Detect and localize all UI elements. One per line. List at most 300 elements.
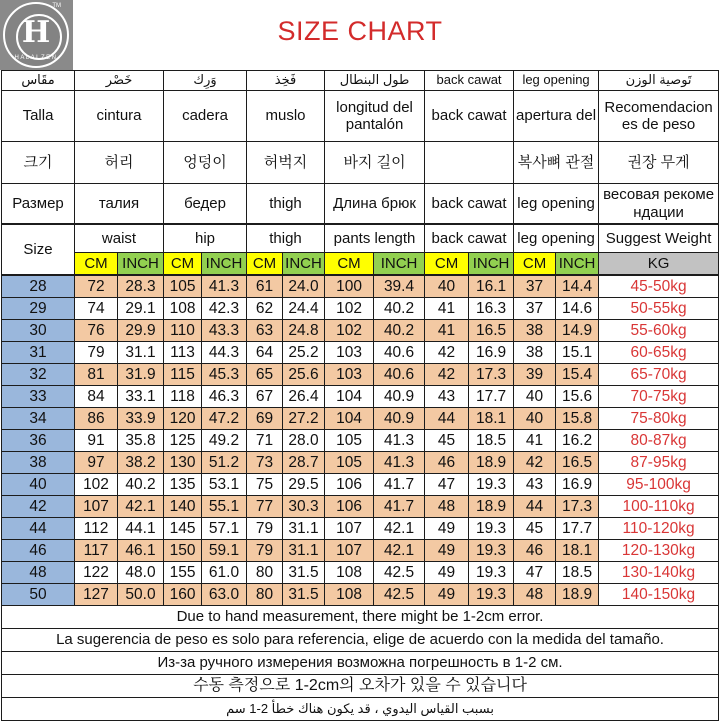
measurement-value: 30.3 [283, 496, 325, 518]
measurement-value: 113 [164, 342, 202, 364]
measurement-value: 48.0 [118, 562, 164, 584]
size-value: 28 [2, 275, 75, 298]
measurement-value: 46.1 [118, 540, 164, 562]
size-value: 29 [2, 298, 75, 320]
measurement-value: 79 [75, 342, 118, 364]
header-ar-thigh: فَخِذ [247, 71, 325, 91]
measurement-value: 107 [325, 518, 374, 540]
measurement-value: 44 [514, 496, 556, 518]
measurement-value: 41 [514, 430, 556, 452]
measurement-value: 19.3 [469, 540, 514, 562]
note-ar: بسبب القياس اليدوي ، قد يكون هناك خطأ 2-1 سم [2, 698, 719, 721]
measurement-value: 80 [247, 584, 283, 606]
measurement-value: 31.5 [283, 562, 325, 584]
suggest-weight-value: 50-55kg [599, 298, 719, 320]
measurement-value: 18.9 [556, 584, 599, 606]
measurement-value: 14.6 [556, 298, 599, 320]
measurement-value: 39 [514, 364, 556, 386]
measurement-value: 26.4 [283, 386, 325, 408]
measurement-value: 51.2 [202, 452, 247, 474]
measurement-value: 40.9 [374, 386, 425, 408]
measurement-value: 63.0 [202, 584, 247, 606]
header-en-thigh: thigh [247, 224, 325, 253]
measurement-value: 24.0 [283, 275, 325, 298]
measurement-value: 79 [247, 518, 283, 540]
measurement-value: 18.5 [556, 562, 599, 584]
measurement-value: 31.1 [118, 342, 164, 364]
table-row [2, 275, 719, 298]
measurement-value: 19.3 [469, 518, 514, 540]
measurement-value: 17.7 [469, 386, 514, 408]
measurement-value: 120 [164, 408, 202, 430]
header-ar-back-cawat: back cawat [425, 71, 514, 91]
logo-outer-ring [3, 2, 69, 68]
measurement-value: 150 [164, 540, 202, 562]
header-en-hip: hip [164, 224, 247, 253]
measurement-value: 16.5 [469, 320, 514, 342]
measurement-value: 49 [425, 584, 469, 606]
table-row [2, 540, 719, 562]
measurement-value: 24.4 [283, 298, 325, 320]
measurement-value: 41.7 [374, 474, 425, 496]
measurement-value: 43 [425, 386, 469, 408]
measurement-value: 38 [514, 342, 556, 364]
unit-cm-leg-opening: CM [514, 253, 556, 276]
suggest-weight-value: 110-120kg [599, 518, 719, 540]
size-value: 36 [2, 430, 75, 452]
measurement-value: 29.9 [118, 320, 164, 342]
header-es-weight: Recomendacion es de peso [599, 91, 719, 142]
header-ko-weight: 권장 무게 [599, 142, 719, 184]
measurement-value: 45 [425, 430, 469, 452]
measurement-value: 25.6 [283, 364, 325, 386]
header-en-back-cawat: back cawat [425, 224, 514, 253]
note-ru: Из-за ручного измерения возможна погрешность в 1-2 см. [2, 652, 719, 675]
measurement-value: 47 [425, 474, 469, 496]
measurement-value: 19.3 [469, 584, 514, 606]
measurement-value: 14.9 [556, 320, 599, 342]
suggest-weight-value: 75-80kg [599, 408, 719, 430]
measurement-value: 49 [425, 562, 469, 584]
measurement-value: 112 [75, 518, 118, 540]
measurement-value: 18.1 [469, 408, 514, 430]
measurement-value: 46 [514, 540, 556, 562]
header-ko-back-cawat [425, 142, 514, 184]
note-row [2, 629, 719, 652]
measurement-value: 117 [75, 540, 118, 562]
measurement-value: 37 [514, 298, 556, 320]
measurement-value: 41 [425, 320, 469, 342]
measurement-value: 40.6 [374, 364, 425, 386]
measurement-value: 110 [164, 320, 202, 342]
size-value: 33 [2, 386, 75, 408]
measurement-value: 40.6 [374, 342, 425, 364]
measurement-value: 55.1 [202, 496, 247, 518]
size-value: 48 [2, 562, 75, 584]
brand-logo [0, 0, 73, 70]
measurement-value: 28.7 [283, 452, 325, 474]
measurement-value: 17.3 [556, 496, 599, 518]
measurement-value: 145 [164, 518, 202, 540]
measurement-value: 15.4 [556, 364, 599, 386]
size-value: 42 [2, 496, 75, 518]
measurement-value: 27.2 [283, 408, 325, 430]
header-row-english [2, 224, 719, 253]
measurement-value: 35.8 [118, 430, 164, 452]
measurement-value: 104 [325, 386, 374, 408]
header-ru-weight: весовая рекоме ндации [599, 184, 719, 225]
measurement-value: 80 [247, 562, 283, 584]
measurement-value: 118 [164, 386, 202, 408]
header-ko-pants-length: 바지 길이 [325, 142, 425, 184]
measurement-value: 42.5 [374, 584, 425, 606]
size-value: 46 [2, 540, 75, 562]
header-ar-waist: خَصْر [75, 71, 164, 91]
measurement-value: 41.7 [374, 496, 425, 518]
header-ru-back-cawat: back cawat [425, 184, 514, 225]
measurement-value: 18.9 [469, 452, 514, 474]
measurement-value: 81 [75, 364, 118, 386]
measurement-value: 75 [247, 474, 283, 496]
header-es-hip: cadera [164, 91, 247, 142]
measurement-value: 31.1 [283, 518, 325, 540]
header-ko-size: 크기 [2, 142, 75, 184]
measurement-value: 43.3 [202, 320, 247, 342]
measurement-value: 47 [514, 562, 556, 584]
suggest-weight-value: 130-140kg [599, 562, 719, 584]
measurement-value: 16.2 [556, 430, 599, 452]
measurement-value: 107 [75, 496, 118, 518]
measurement-value: 16.9 [556, 474, 599, 496]
header-es-thigh: muslo [247, 91, 325, 142]
measurement-value: 37 [514, 275, 556, 298]
measurement-value: 102 [325, 320, 374, 342]
measurement-value: 15.8 [556, 408, 599, 430]
measurement-value: 73 [247, 452, 283, 474]
measurement-value: 108 [164, 298, 202, 320]
measurement-value: 18.1 [556, 540, 599, 562]
measurement-value: 127 [75, 584, 118, 606]
header-en-pants-length: pants length [325, 224, 425, 253]
measurement-value: 42.5 [374, 562, 425, 584]
unit-cm-thigh: CM [247, 253, 283, 276]
measurement-value: 44.1 [118, 518, 164, 540]
measurement-value: 105 [325, 452, 374, 474]
header-ar-weight: تَوصية الوزن [599, 71, 719, 91]
measurement-value: 31.1 [283, 540, 325, 562]
measurement-value: 46.3 [202, 386, 247, 408]
measurement-value: 19.3 [469, 562, 514, 584]
header-es-leg-opening: apertura del [514, 91, 599, 142]
table-row [2, 320, 719, 342]
measurement-value: 24.8 [283, 320, 325, 342]
measurement-value: 130 [164, 452, 202, 474]
size-rows [2, 275, 719, 606]
measurement-value: 16.1 [469, 275, 514, 298]
size-chart-table [1, 70, 719, 721]
header-row-russian [2, 184, 719, 225]
header-es-back-cawat: back cawat [425, 91, 514, 142]
measurement-value: 40.2 [374, 320, 425, 342]
measurement-value: 17.3 [469, 364, 514, 386]
note-rows [2, 606, 719, 721]
header-ru-leg-opening: leg opening [514, 184, 599, 225]
table-row [2, 584, 719, 606]
measurement-value: 41.3 [374, 452, 425, 474]
note-row [2, 675, 719, 698]
header-row-korean [2, 142, 719, 184]
measurement-value: 108 [325, 562, 374, 584]
header-ko-waist: 허리 [75, 142, 164, 184]
measurement-value: 16.9 [469, 342, 514, 364]
table-row [2, 342, 719, 364]
unit-cm-waist: CM [75, 253, 118, 276]
suggest-weight-value: 100-110kg [599, 496, 719, 518]
measurement-value: 45.3 [202, 364, 247, 386]
measurement-value: 15.1 [556, 342, 599, 364]
measurement-value: 42 [425, 342, 469, 364]
measurement-value: 29.1 [118, 298, 164, 320]
header-row-spanish [2, 91, 719, 142]
measurement-value: 29.5 [283, 474, 325, 496]
units-row [2, 253, 719, 276]
measurement-value: 72 [75, 275, 118, 298]
header-ar-size: مقَاس [2, 71, 75, 91]
header-ru-hip: бедер [164, 184, 247, 225]
measurement-value: 105 [325, 430, 374, 452]
measurement-value: 40 [514, 386, 556, 408]
header-en-waist: waist [75, 224, 164, 253]
suggest-weight-value: 95-100kg [599, 474, 719, 496]
measurement-value: 15.6 [556, 386, 599, 408]
measurement-value: 38 [514, 320, 556, 342]
logo-brand-text: HALALZEN [14, 55, 58, 61]
unit-cm-back-cawat: CM [425, 253, 469, 276]
size-value: 44 [2, 518, 75, 540]
measurement-value: 38.2 [118, 452, 164, 474]
header-es-size: Talla [2, 91, 75, 142]
suggest-weight-value: 65-70kg [599, 364, 719, 386]
measurement-value: 59.1 [202, 540, 247, 562]
logo-letter: H [21, 15, 51, 50]
size-value: 31 [2, 342, 75, 364]
measurement-value: 45 [514, 518, 556, 540]
measurement-value: 77 [247, 496, 283, 518]
table-row [2, 562, 719, 584]
measurement-value: 40.2 [374, 298, 425, 320]
measurement-value: 79 [247, 540, 283, 562]
measurement-value: 39.4 [374, 275, 425, 298]
header-ko-hip: 엉덩이 [164, 142, 247, 184]
trademark-symbol: TM [52, 3, 61, 9]
table-row [2, 452, 719, 474]
header-en-weight: Suggest Weight [599, 224, 719, 253]
table-row [2, 430, 719, 452]
measurement-value: 40 [514, 408, 556, 430]
measurement-value: 71 [247, 430, 283, 452]
measurement-value: 97 [75, 452, 118, 474]
suggest-weight-value: 45-50kg [599, 275, 719, 298]
measurement-value: 44.3 [202, 342, 247, 364]
measurement-value: 49 [425, 540, 469, 562]
measurement-value: 41 [425, 298, 469, 320]
measurement-value: 74 [75, 298, 118, 320]
measurement-value: 33.1 [118, 386, 164, 408]
measurement-value: 103 [325, 364, 374, 386]
measurement-value: 31.5 [283, 584, 325, 606]
unit-inch-pants-length: INCH [374, 253, 425, 276]
top-bar [0, 0, 720, 70]
note-row [2, 652, 719, 675]
measurement-value: 49.2 [202, 430, 247, 452]
page-title: SIZE CHART [277, 16, 443, 46]
measurement-value: 104 [325, 408, 374, 430]
header-ru-size: Размер [2, 184, 75, 225]
measurement-value: 49 [425, 518, 469, 540]
measurement-value: 103 [325, 342, 374, 364]
unit-inch-back-cawat: INCH [469, 253, 514, 276]
measurement-value: 135 [164, 474, 202, 496]
measurement-value: 14.4 [556, 275, 599, 298]
size-value: 32 [2, 364, 75, 386]
measurement-value: 18.5 [469, 430, 514, 452]
unit-cm-pants-length: CM [325, 253, 374, 276]
measurement-value: 48 [514, 584, 556, 606]
measurement-value: 122 [75, 562, 118, 584]
table-row [2, 474, 719, 496]
note-ko: 수동 측정으로 1-2cm의 오차가 있을 수 있습니다 [2, 675, 719, 698]
measurement-value: 69 [247, 408, 283, 430]
unit-inch-leg-opening: INCH [556, 253, 599, 276]
measurement-value: 102 [75, 474, 118, 496]
measurement-value: 106 [325, 474, 374, 496]
measurement-value: 41.3 [374, 430, 425, 452]
measurement-value: 57.1 [202, 518, 247, 540]
measurement-value: 160 [164, 584, 202, 606]
header-row-arabic [2, 71, 719, 91]
measurement-value: 44 [425, 408, 469, 430]
measurement-value: 33.9 [118, 408, 164, 430]
suggest-weight-value: 140-150kg [599, 584, 719, 606]
measurement-value: 105 [164, 275, 202, 298]
suggest-weight-value: 60-65kg [599, 342, 719, 364]
size-value: 40 [2, 474, 75, 496]
suggest-weight-value: 70-75kg [599, 386, 719, 408]
measurement-value: 76 [75, 320, 118, 342]
measurement-value: 65 [247, 364, 283, 386]
header-ko-thigh: 허벅지 [247, 142, 325, 184]
measurement-value: 31.9 [118, 364, 164, 386]
header-ar-leg-opening: leg opening [514, 71, 599, 91]
note-es: La sugerencia de peso es solo para referencia, elige de acuerdo con la medida del tamaño. [2, 629, 719, 652]
header-en-leg-opening: leg opening [514, 224, 599, 253]
measurement-value: 25.2 [283, 342, 325, 364]
note-en: Due to hand measurement, there might be 1-2cm error. [2, 606, 719, 629]
measurement-value: 63 [247, 320, 283, 342]
table-row [2, 408, 719, 430]
measurement-value: 67 [247, 386, 283, 408]
measurement-value: 16.3 [469, 298, 514, 320]
measurement-value: 100 [325, 275, 374, 298]
suggest-weight-value: 80-87kg [599, 430, 719, 452]
measurement-value: 106 [325, 496, 374, 518]
measurement-value: 40.9 [374, 408, 425, 430]
size-value: 30 [2, 320, 75, 342]
measurement-value: 86 [75, 408, 118, 430]
header-es-waist: cintura [75, 91, 164, 142]
suggest-weight-value: 120-130kg [599, 540, 719, 562]
measurement-value: 42 [425, 364, 469, 386]
measurement-value: 28.0 [283, 430, 325, 452]
measurement-value: 61 [247, 275, 283, 298]
measurement-value: 84 [75, 386, 118, 408]
header-es-pants-length: longitud del pantalón [325, 91, 425, 142]
measurement-value: 40.2 [118, 474, 164, 496]
table-row [2, 518, 719, 540]
measurement-value: 53.1 [202, 474, 247, 496]
measurement-value: 107 [325, 540, 374, 562]
measurement-value: 62 [247, 298, 283, 320]
measurement-value: 42.1 [118, 496, 164, 518]
measurement-value: 42.1 [374, 518, 425, 540]
measurement-value: 140 [164, 496, 202, 518]
measurement-value: 125 [164, 430, 202, 452]
measurement-value: 18.9 [469, 496, 514, 518]
table-row [2, 298, 719, 320]
note-row [2, 606, 719, 629]
measurement-value: 47.2 [202, 408, 247, 430]
measurement-value: 40 [425, 275, 469, 298]
table-row [2, 496, 719, 518]
measurement-value: 64 [247, 342, 283, 364]
size-value: 38 [2, 452, 75, 474]
header-ko-leg-opening: 복사뼈 관절 [514, 142, 599, 184]
size-value: 50 [2, 584, 75, 606]
measurement-value: 17.7 [556, 518, 599, 540]
suggest-weight-value: 55-60kg [599, 320, 719, 342]
measurement-value: 108 [325, 584, 374, 606]
measurement-value: 28.3 [118, 275, 164, 298]
measurement-value: 46 [425, 452, 469, 474]
table-row [2, 364, 719, 386]
table-row [2, 386, 719, 408]
measurement-value: 102 [325, 298, 374, 320]
header-ar-pants-length: طول البنطال [325, 71, 425, 91]
measurement-value: 42.1 [374, 540, 425, 562]
measurement-value: 42.3 [202, 298, 247, 320]
measurement-value: 91 [75, 430, 118, 452]
header-ru-waist: талия [75, 184, 164, 225]
header-rows [2, 71, 719, 276]
measurement-value: 42 [514, 452, 556, 474]
measurement-value: 155 [164, 562, 202, 584]
unit-kg: KG [599, 253, 719, 276]
unit-inch-thigh: INCH [283, 253, 325, 276]
header-ru-pants-length: Длина брюк [325, 184, 425, 225]
measurement-value: 50.0 [118, 584, 164, 606]
measurement-value: 61.0 [202, 562, 247, 584]
suggest-weight-value: 87-95kg [599, 452, 719, 474]
measurement-value: 41.3 [202, 275, 247, 298]
unit-inch-hip: INCH [202, 253, 247, 276]
header-ar-hip: وَرِك [164, 71, 247, 91]
size-value: 34 [2, 408, 75, 430]
note-row [2, 698, 719, 721]
unit-cm-hip: CM [164, 253, 202, 276]
measurement-value: 16.5 [556, 452, 599, 474]
measurement-value: 115 [164, 364, 202, 386]
measurement-value: 43 [514, 474, 556, 496]
